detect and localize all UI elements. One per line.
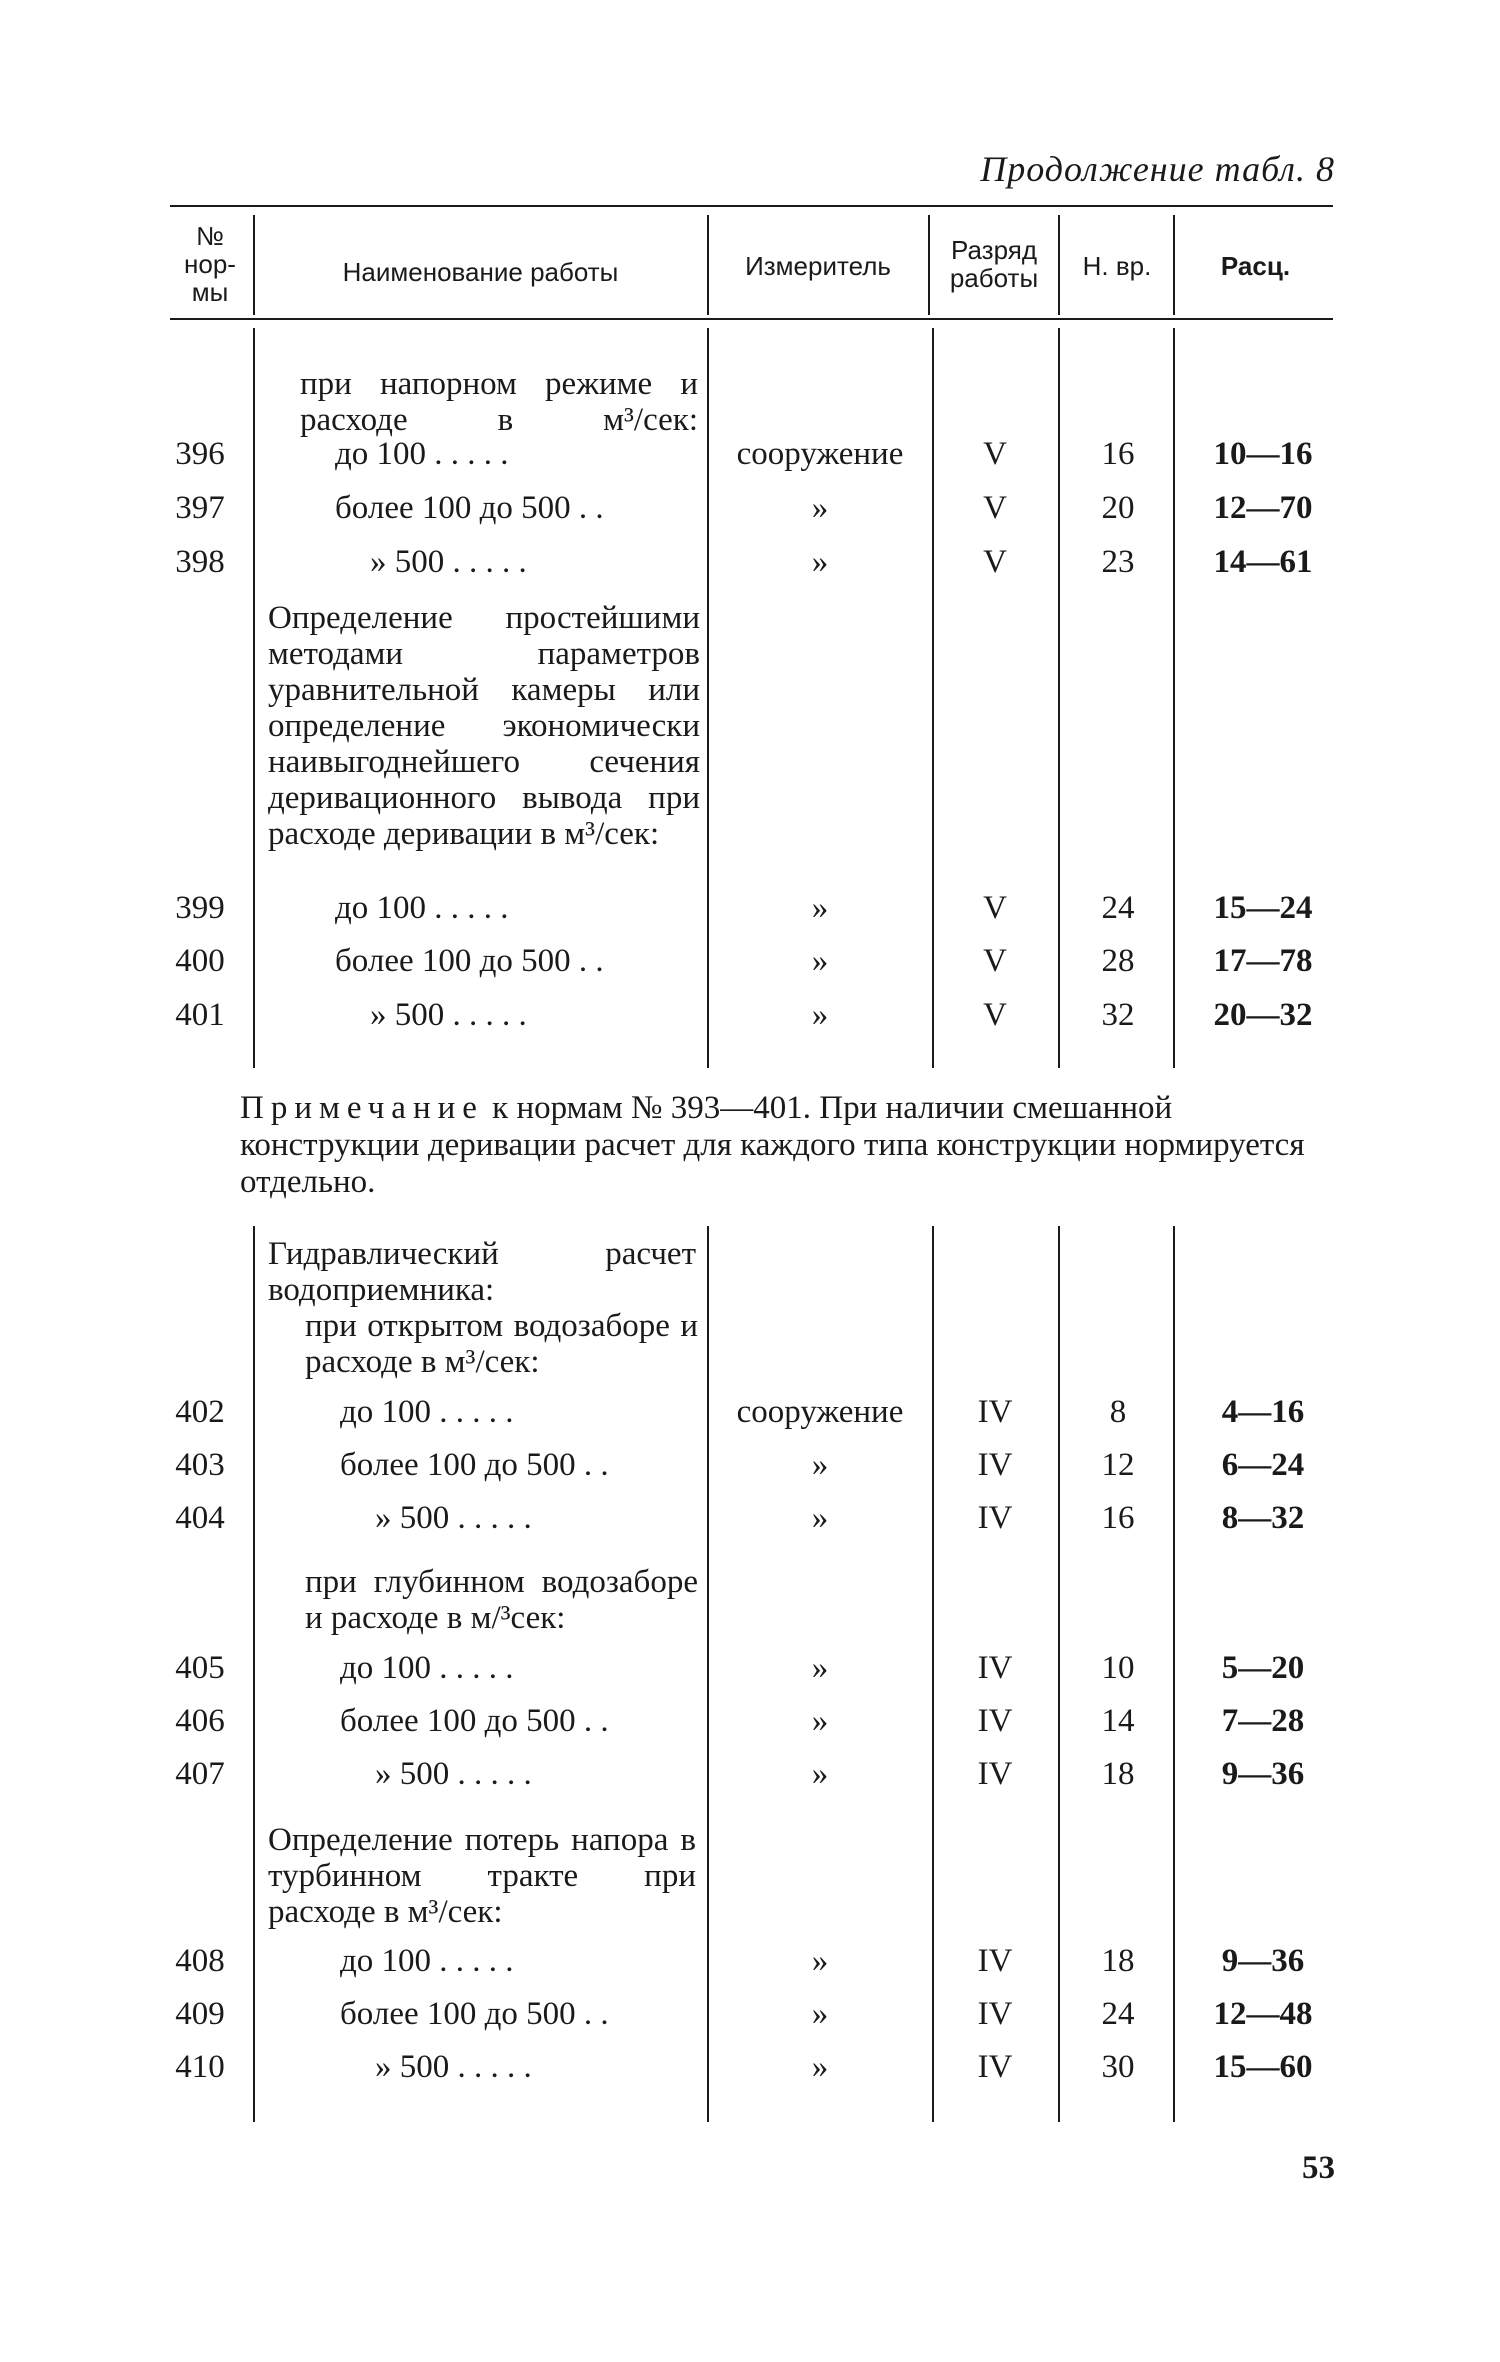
row-unit: » — [811, 1500, 829, 1536]
row-unit: сооружение — [736, 436, 904, 472]
row-name: более 100 до 500 . . — [335, 943, 604, 979]
row-grade: V — [983, 544, 1007, 580]
row-number: 409 — [175, 1996, 225, 2032]
header-col-separator — [253, 215, 255, 315]
row-grade: V — [983, 490, 1007, 526]
row-grade: IV — [977, 1703, 1013, 1739]
col-line — [1173, 328, 1175, 1068]
row-unit: » — [811, 490, 829, 526]
row-number: 410 — [175, 2049, 225, 2085]
table-continuation-caption: Продолжение табл. 8 — [980, 149, 1335, 189]
row-number: 403 — [175, 1447, 225, 1483]
col-line — [707, 1226, 709, 2122]
row-time: 14 — [1101, 1703, 1135, 1739]
row-name: до 100 . . . . . — [340, 1650, 514, 1686]
row-unit: » — [811, 1703, 829, 1739]
row-name: » 500 . . . . . — [375, 1756, 532, 1792]
row-grade: IV — [977, 1394, 1013, 1430]
row-rate: 7—28 — [1221, 1703, 1305, 1739]
row-name: до 100 . . . . . — [340, 1394, 514, 1430]
col-line — [932, 328, 934, 1068]
row-unit: » — [811, 943, 829, 979]
row-rate: 6—24 — [1221, 1447, 1305, 1483]
note-lead: Примечание — [240, 1090, 484, 1126]
row-time: 10 — [1101, 1650, 1135, 1686]
row-rate: 14—61 — [1213, 544, 1313, 580]
row-rate: 10—16 — [1213, 436, 1313, 472]
row-rate: 20—32 — [1213, 997, 1313, 1033]
row-name: » 500 . . . . . — [375, 1500, 532, 1536]
header-col-separator — [928, 215, 930, 315]
row-unit: » — [811, 997, 829, 1033]
row-number: 398 — [175, 544, 225, 580]
row-name: более 100 до 500 . . — [340, 1996, 609, 2032]
row-grade: V — [983, 943, 1007, 979]
row-rate: 17—78 — [1213, 943, 1313, 979]
row-unit: » — [811, 1943, 829, 1979]
row-rate: 5—20 — [1221, 1650, 1305, 1686]
table-note — [240, 1090, 1333, 1201]
row-name: » 500 . . . . . — [370, 997, 527, 1033]
row-number: 404 — [175, 1500, 225, 1536]
row-unit: » — [811, 544, 829, 580]
row-time: 8 — [1109, 1394, 1127, 1430]
header-bottom-rule — [170, 318, 1333, 320]
row-unit: » — [811, 2049, 829, 2085]
row-rate: 9—36 — [1221, 1943, 1305, 1979]
header-unit: Измеритель — [745, 251, 891, 281]
note-text: к нормам № 393—401. При наличии смешанной конструкции деривации расчет для каждого типа конструкции нормируется отдельно. — [240, 1090, 1305, 1200]
row-grade: IV — [977, 1996, 1013, 2032]
col-line — [707, 328, 709, 1068]
row-grade: IV — [977, 1500, 1013, 1536]
row-name: до 100 . . . . . — [340, 1943, 514, 1979]
row-number: 402 — [175, 1394, 225, 1430]
row-unit: » — [811, 1447, 829, 1483]
row-rate: 9—36 — [1221, 1756, 1305, 1792]
row-time: 24 — [1101, 1996, 1135, 2032]
row-grade: IV — [977, 1447, 1013, 1483]
header-no: № нор- мы — [184, 221, 236, 307]
row-rate: 12—70 — [1213, 490, 1313, 526]
col-line — [932, 1226, 934, 2122]
row-grade: IV — [977, 1650, 1013, 1686]
row-number: 396 — [175, 436, 225, 472]
row-grade: IV — [977, 1943, 1013, 1979]
col-line — [1058, 1226, 1060, 2122]
row-number: 399 — [175, 890, 225, 926]
row-number: 406 — [175, 1703, 225, 1739]
header-col-separator — [1058, 215, 1060, 315]
group-heading: Определение потерь напора в турбинном тракте при расходе в м³/сек: — [268, 1822, 696, 1930]
group-heading: Определение простейшими методами параметров уравнительной камеры или определение экономически наивыгоднейшего сечения деривационного вывода при расходе деривации в м³/сек: — [268, 600, 700, 852]
row-unit: » — [811, 1756, 829, 1792]
row-name: более 100 до 500 . . — [340, 1447, 609, 1483]
header-col-separator — [1173, 215, 1175, 315]
col-line — [1173, 1226, 1175, 2122]
row-unit: » — [811, 1996, 829, 2032]
row-name: до 100 . . . . . — [335, 890, 509, 926]
row-name: до 100 . . . . . — [335, 436, 509, 472]
row-rate: 15—24 — [1213, 890, 1313, 926]
row-name: более 100 до 500 . . — [340, 1703, 609, 1739]
row-time: 24 — [1101, 890, 1135, 926]
group-heading: при открытом водозаборе и расходе в м³/сек: — [305, 1308, 698, 1380]
row-rate: 15—60 — [1213, 2049, 1313, 2085]
group-heading: Гидравлический расчет водоприемника: — [268, 1236, 696, 1308]
row-name: » 500 . . . . . — [375, 2049, 532, 2085]
row-unit: » — [811, 1650, 829, 1686]
row-rate: 4—16 — [1221, 1394, 1305, 1430]
row-grade: IV — [977, 2049, 1013, 2085]
header-time: Н. вр. — [1082, 251, 1152, 281]
row-number: 407 — [175, 1756, 225, 1792]
header-name: Наименование работы — [342, 257, 619, 287]
col-line — [253, 328, 255, 1068]
row-time: 32 — [1101, 997, 1135, 1033]
row-number: 405 — [175, 1650, 225, 1686]
header-top-rule — [170, 205, 1333, 207]
header-rate: Расц. — [1220, 251, 1291, 281]
row-number: 408 — [175, 1943, 225, 1979]
row-number: 400 — [175, 943, 225, 979]
group-heading: при напорном режиме и расходе в м³/сек: — [300, 366, 698, 438]
row-number: 401 — [175, 997, 225, 1033]
row-rate: 8—32 — [1221, 1500, 1305, 1536]
row-grade: V — [983, 890, 1007, 926]
row-grade: V — [983, 997, 1007, 1033]
row-time: 12 — [1101, 1447, 1135, 1483]
row-name: более 100 до 500 . . — [335, 490, 604, 526]
col-line — [253, 1226, 255, 2122]
row-time: 16 — [1101, 1500, 1135, 1536]
row-time: 18 — [1101, 1756, 1135, 1792]
row-time: 23 — [1101, 544, 1135, 580]
row-rate: 12—48 — [1213, 1996, 1313, 2032]
group-heading: при глубинном водозаборе и расходе в м/³сек: — [305, 1564, 698, 1636]
row-time: 20 — [1101, 490, 1135, 526]
row-grade: V — [983, 436, 1007, 472]
row-time: 30 — [1101, 2049, 1135, 2085]
row-unit: сооружение — [736, 1394, 904, 1430]
row-time: 28 — [1101, 943, 1135, 979]
header-grade: Разряд работы — [949, 235, 1039, 293]
row-grade: IV — [977, 1756, 1013, 1792]
row-number: 397 — [175, 490, 225, 526]
col-line — [1058, 328, 1060, 1068]
row-time: 18 — [1101, 1943, 1135, 1979]
header-col-separator — [707, 215, 709, 315]
row-time: 16 — [1101, 436, 1135, 472]
row-name: » 500 . . . . . — [370, 544, 527, 580]
page-number: 53 — [1302, 2150, 1335, 2186]
row-unit: » — [811, 890, 829, 926]
